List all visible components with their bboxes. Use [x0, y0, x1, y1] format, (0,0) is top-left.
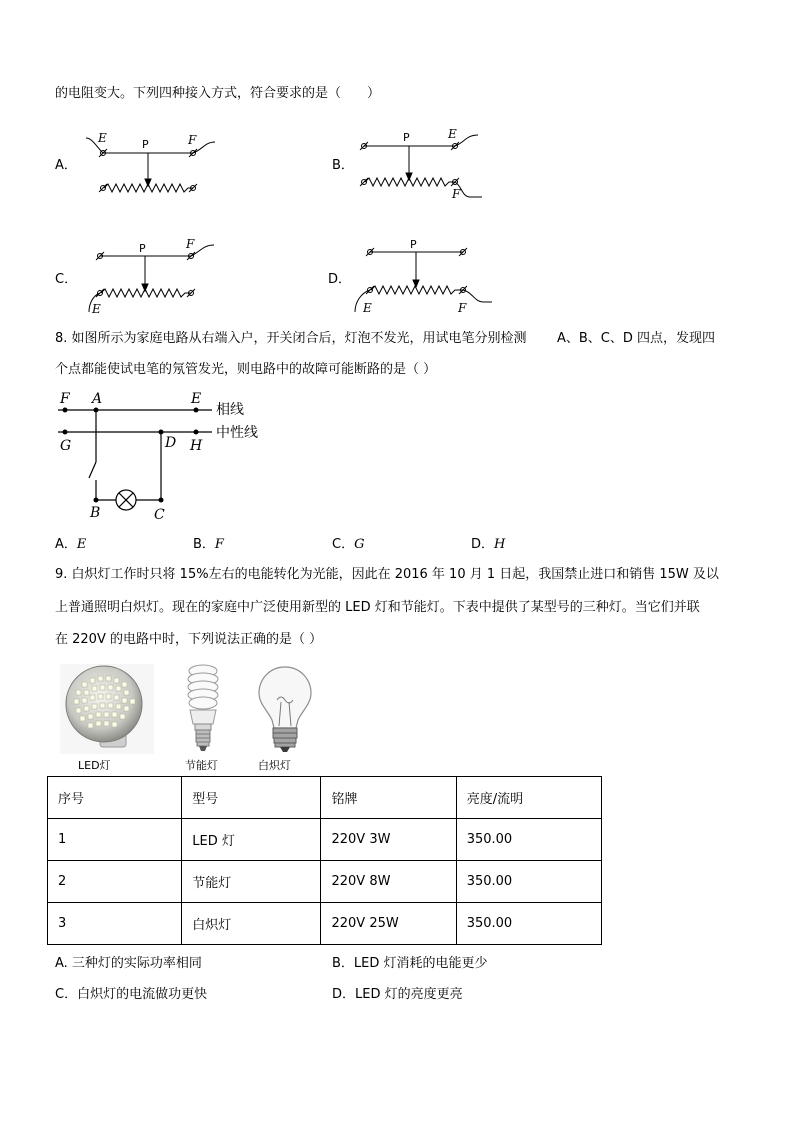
q8-point-h: H [190, 438, 203, 454]
th-model: 型号 [182, 777, 321, 819]
q9-stem-line3: 在 220V 的电路中时，下列说法正确的是（ ） [55, 632, 323, 647]
q9-option-b[interactable]: B．LED 灯消耗的电能更少 [332, 956, 488, 971]
table-header-row [48, 777, 602, 819]
q8-option-a[interactable]: A．E [55, 537, 87, 552]
th-rating: 铭牌 [321, 777, 456, 819]
table-cell: 3 [48, 903, 182, 945]
q7d-e-label: E [363, 301, 372, 315]
q7a-p-label: P [142, 138, 149, 151]
table-cell: 2 [48, 861, 182, 903]
q7b-e-label: E [448, 127, 457, 141]
q7a-f-label: F [188, 133, 197, 147]
th-index: 序号 [48, 777, 182, 819]
th-brightness: 亮度/流明 [456, 777, 601, 819]
q7b-f-label: F [452, 187, 461, 201]
q7-stem: 的电阻变大。下列四种接入方式，符合要求的是（ ） [55, 86, 381, 101]
q8-point-g: G [60, 438, 72, 454]
table-cell: 白炽灯 [182, 903, 321, 945]
q8-stem-line2: 个点都能使试电笔的氖管发光，则电路中的故障可能断路的是（ ） [55, 362, 437, 377]
table-row [48, 861, 602, 903]
q7c-f-label: F [186, 237, 195, 251]
q9-stem-line2: 上普通照明白炽灯。现在的家庭中广泛使用新型的 LED 灯和节能灯。下表中提供了某型号的三种灯。当它们并联 [55, 600, 700, 615]
q7c-p-label: P [139, 242, 146, 255]
q8-option-c[interactable]: C．G [332, 537, 365, 552]
q8-point-f: F [60, 391, 70, 407]
q7-option-d-label[interactable]: D． [328, 272, 352, 287]
q7d-p-label: P [410, 238, 417, 251]
table-row [48, 819, 602, 861]
led-lamp-image [60, 664, 154, 754]
q7a-e-label: E [98, 131, 107, 145]
q7-option-c-label[interactable]: C． [55, 272, 78, 287]
q8-point-b: B [90, 505, 101, 521]
q8-point-d: D [165, 435, 177, 451]
q9-option-c[interactable]: C．白炽灯的电流做功更快 [55, 987, 208, 1002]
table-cell: 220V 25W [321, 903, 456, 945]
table-cell: 350.00 [456, 819, 601, 861]
lamp-spec-table [47, 776, 602, 945]
q9-option-a[interactable]: A. 三种灯的实际功率相同 [55, 956, 202, 971]
q8-option-b[interactable]: B．F [193, 537, 224, 552]
q8-point-c: C [154, 507, 165, 523]
table-cell: 350.00 [456, 903, 601, 945]
caption-energy-saving: 节能灯 [185, 759, 218, 772]
q7-option-b-label[interactable]: B． [332, 158, 354, 173]
q8-live-wire-label: 相线 [216, 402, 244, 418]
q7d-f-label: F [458, 301, 467, 315]
caption-incandescent: 白炽灯 [258, 759, 291, 772]
q7-option-a-label[interactable]: A． [55, 158, 77, 173]
q8-stem-points: A、B、C、D 四点，发现四 [557, 331, 716, 346]
table-cell: 220V 3W [321, 819, 456, 861]
q9-stem-line1: 9. 白炽灯工作时只将 15%左右的电能转化为光能，因此在 2016 年 10 月 1 日起，我国禁止进口和销售 15W 及以 [55, 567, 719, 582]
energy-saving-lamp-image [178, 662, 228, 754]
q8-point-a: A [92, 391, 103, 407]
table-row [48, 903, 602, 945]
q8-stem-line1: 8. 如图所示为家庭电路从右端入户，开关闭合后，灯泡不发光，用试电笔分别检测 [55, 331, 527, 346]
table-cell: 350.00 [456, 861, 601, 903]
caption-led: LED灯 [78, 759, 111, 772]
q7c-e-label: E [92, 302, 101, 316]
q8-point-e: E [191, 391, 202, 407]
q7b-p-label: P [403, 131, 410, 144]
q9-option-d[interactable]: D．LED 灯的亮度更亮 [332, 987, 463, 1002]
table-cell: LED 灯 [182, 819, 321, 861]
q8-neutral-wire-label: 中性线 [216, 425, 258, 441]
table-cell: 节能灯 [182, 861, 321, 903]
table-cell: 1 [48, 819, 182, 861]
q8-option-d[interactable]: D．H [471, 537, 506, 552]
incandescent-lamp-image [255, 664, 315, 754]
table-cell: 220V 8W [321, 861, 456, 903]
